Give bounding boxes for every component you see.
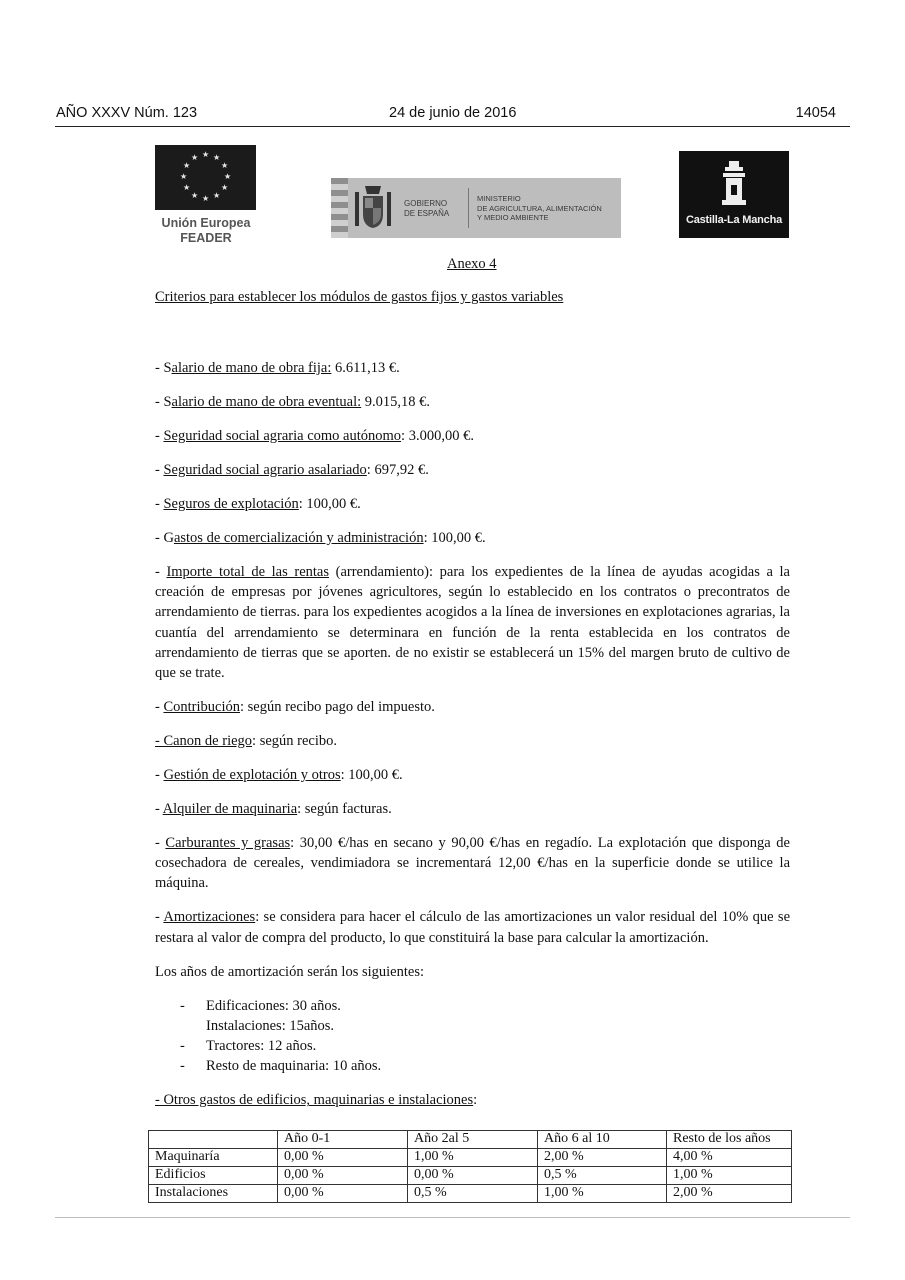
list-item: - Tractores: 12 años. <box>180 1038 317 1055</box>
table-cell: Resto de los años <box>667 1131 792 1149</box>
castle-crest-icon <box>719 161 749 206</box>
annex-subtitle: Criterios para establecer los módulos de gastos fijos y gastos variables <box>155 289 564 305</box>
list-item: - Edificaciones: 30 años. <box>180 997 341 1014</box>
table-cell <box>149 1131 278 1149</box>
table-row <box>149 1149 792 1167</box>
otros-gastos-heading: - Otros gastos de edificios, maquinarias e instalaciones: <box>155 1092 478 1109</box>
document-body <box>155 358 790 1124</box>
coat-of-arms-icon <box>353 184 393 232</box>
table-cell: Instalaciones <box>149 1185 278 1203</box>
cost-item: - Canon de riego: según recibo. <box>155 733 338 750</box>
table-header-row <box>149 1131 792 1149</box>
ministry-name: MINISTERIO DE AGRICULTURA, ALIMENTACIÓN Y MEDIO AMBIENTE <box>477 194 602 222</box>
table-cell: 4,00 % <box>667 1149 792 1167</box>
table-cell: Año 6 al 10 <box>538 1131 667 1149</box>
page-header <box>55 104 850 127</box>
table-cell: 0,5 % <box>408 1185 538 1203</box>
table-cell: 0,5 % <box>538 1167 667 1185</box>
cost-item: - Seguridad social agraria como autónomo: 3.000,00 €. <box>155 428 474 444</box>
amortization-years-list <box>155 996 790 1077</box>
footer-divider <box>55 1217 850 1218</box>
table-cell: 1,00 % <box>408 1149 538 1167</box>
eu-logo-line2: FEADER <box>180 231 232 245</box>
table-cell: 1,00 % <box>667 1167 792 1185</box>
table-cell: Maquinaría <box>149 1149 278 1167</box>
annex-title: Anexo 4 <box>447 256 497 272</box>
eu-logo-line1: Unión Europea <box>161 216 251 230</box>
gobierno-name: GOBIERNO DE ESPAÑA <box>404 199 450 218</box>
cost-item: - Carburantes y grasas: 30,00 €/has en secano y 90,00 €/has en regadío. La explotación que disponga de cosechadora de cereales, vendimiadora se incrementará 12,00 €/has en la superficie donde se utilice la máquina. <box>155 835 790 892</box>
years-intro: Los años de amortización serán los siguientes: <box>155 963 424 980</box>
flag-band-icon <box>331 178 348 238</box>
table-cell: 0,00 % <box>278 1185 408 1203</box>
clm-logo-text: Castilla-La Mancha <box>685 214 783 226</box>
table-cell: 0,00 % <box>278 1149 408 1167</box>
cost-item: - Gestión de explotación y otros: 100,00 €. <box>155 767 403 784</box>
cost-item: - Seguros de explotación: 100,00 €. <box>155 496 361 512</box>
table-cell: 0,00 % <box>278 1167 408 1185</box>
cost-item: - Amortizaciones: se considera para hacer el cálculo de las amortizaciones un valor residual del 10% que se restara al valor de compra del producto, lo que constituirá la base para calcular la amortización. <box>155 909 791 946</box>
cost-item: - Salario de mano de obra fija: 6.611,13 €. <box>155 360 400 376</box>
castilla-la-mancha-logo <box>679 151 789 238</box>
table-cell: 1,00 % <box>538 1185 667 1203</box>
table-cell: Edificios <box>149 1167 278 1185</box>
cost-item: - Seguridad social agrario asalariado: 697,92 €. <box>155 462 429 478</box>
list-item: Instalaciones: 15años. <box>206 1017 335 1034</box>
cost-item: - Contribución: según recibo pago del impuesto. <box>155 699 435 716</box>
page-number: 14054 <box>795 105 836 121</box>
table-cell: 0,00 % <box>408 1167 538 1185</box>
cost-item: - Alquiler de maquinaria: según facturas. <box>155 801 392 818</box>
eu-flag-icon: ★ ★ ★ ★ ★ ★ ★ ★ ★ ★ ★ ★ <box>155 145 256 210</box>
table-cell: 2,00 % <box>667 1185 792 1203</box>
table-cell: Año 2al 5 <box>408 1131 538 1149</box>
gobierno-espana-logo <box>331 178 621 238</box>
table-row <box>149 1185 792 1203</box>
publication-date: 24 de junio de 2016 <box>389 105 517 121</box>
cost-item: - Importe total de las rentas (arrendamiento): para los expedientes de la línea de ayudas acogidas a la creación de empresas por jóvenes agricultores, según lo establecido en los contratos o precontratos de arrendamiento de tierras. para los expedientes acogidos a la línea de inversiones en explotaciones agrarias, la cuantía del arrendamiento se determinara en función de la renta establecida en los contratos de arrendamiento de tierras que se aporten. de no existir se establecerá un 15% del margen bruto de cultivo de que se trate. <box>155 564 790 682</box>
eu-feader-logo <box>155 145 257 246</box>
list-item: - Resto de maquinaria: 10 años. <box>180 1058 382 1075</box>
table-cell: 2,00 % <box>538 1149 667 1167</box>
issue-number: AÑO XXXV Núm. 123 <box>56 105 198 121</box>
table-cell: Año 0-1 <box>278 1131 408 1149</box>
cost-item: - Gastos de comercialización y administración: 100,00 €. <box>155 530 486 546</box>
depreciation-table <box>148 1130 792 1203</box>
cost-item: - Salario de mano de obra eventual: 9.015,18 €. <box>155 394 431 410</box>
table-row <box>149 1167 792 1185</box>
